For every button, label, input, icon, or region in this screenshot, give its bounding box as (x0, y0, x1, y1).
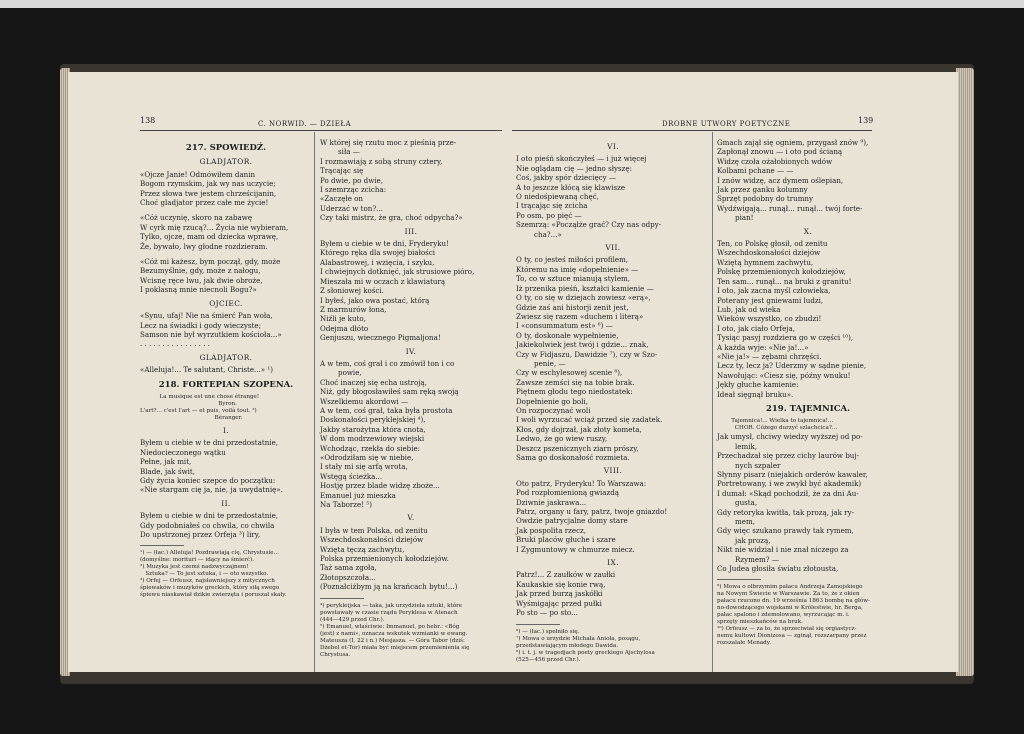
header-rule (140, 130, 502, 131)
footnote-text: Tajemnica!... Wielka to tajemnica!... CHOR. Cóżego durzyć szlachcica?... (731, 418, 838, 432)
footnote-separator (717, 579, 761, 580)
section-heading: IX. (607, 558, 619, 568)
stanza: . . . . . . . . . . . . . . . . (140, 339, 210, 349)
right-page (512, 72, 958, 672)
stanza: «Ojcze Janie! Odmówiłem danin Bogom rzymskim, jak wy nas uczycie; Przez słowa twe jestem chrześcijanin, Choć gladjator przez całe me życie! (140, 169, 277, 208)
section-heading: II. (221, 498, 231, 508)
section-heading: GLADJATOR. (199, 352, 253, 362)
right-page-column-2 (717, 138, 899, 647)
section-heading: V. (407, 513, 415, 523)
left-page (68, 72, 513, 672)
column-divider (314, 132, 315, 672)
stanza: Patrz!... Z zaułków w zaułki Kaukaskie się konie rwą, Jak przed burzą jaskółki Wyśmigając przed pułki Po sto — po sto... (516, 570, 616, 618)
footnote-text: ⁹) Mowa o olbrzymim pałacu Andrzeja Zamojskiego na Nowym Świecie w Warszawie. Za to, że z okien pałacu rzucono dn. 19 września 1863 bombę na głów- no-dowodzącego wojskami w Królestwie, hr. Berga, pałac spalono i zdemolowano, wyrzucając m. i. sprzęty mieszkańców na bruk. ¹⁰) Orfeusz — za to, że sprzeciwiał się orgiastycz- nemu kultowi Dionizosa — zginął, rozszarpany przez rozszalałe Menady. (717, 584, 870, 647)
section-heading: OJCIEC. (209, 298, 243, 308)
section-heading: VI. (607, 142, 619, 151)
footnote-text: ¹) — (łac.) Alleluja! Pozdrawiają cię, Chrystusie... (domyślne: morituri — idący na śmierć). ²) Muzyka jest czemś nadzwyczajnem! Sztuka? — To jest sztuka, i — oto wszystko. ³) Orfej — Orfeusz, najsławniejszy z mitycznych śpiewaków i muzyków greckich, który siłą swego śpiewu niaskawiał dzikie zwierzęta i poruszał skały. (140, 550, 287, 599)
stanza: Jak umysł, chciwy wiedzy wyższej od po- lemik, Przechadzał się przez cichy laurów buj- nych szpaler Słynny pisarz (niejakich orderów kawaler, Portretowany, i we zwykł być akademik) I dumał: «Skąd pochodził, że za dni Au- gusta, Gdy retoryka kwitła, tak prozą, jak ry- mem, Gdy więc szukano prawdy tak rymem, jak prozą, Nikt nie widział i nie znał niczego za Rzymem? — Co Judea głosiła światu złotousta, (717, 432, 868, 574)
footnote-text: La musique est une chose étrange! Byron. L'art?... c'est l'art — et puis, voilà tout. ²) Béranger. (140, 393, 260, 421)
right-page-column-1 (516, 138, 710, 664)
section-heading: I. (222, 425, 230, 435)
stanza: Byłem u ciebie w dni te przedostatnie, Gdy podobniałeś co chwila, co chwila Do upstrzonej przez Orfeja ³) liry, (140, 511, 279, 539)
page-number: 139 (858, 116, 874, 125)
stanza: W której się rzutu moc z pieśnią prze- siła — I rozmawiają z sobą struny cztery, Trącając się Po dwie, po dwie, I szemrząc zcicha: «Zaczęłe on Uderzać w ton?... Czy taki mistrz, że gra, choć odpycha?» (320, 138, 463, 223)
stanza: O ty, co jesteś miłości profilem, Któremu na imię «dopełnienie» — To, co w sztuce mianują stylem, Iż przenika pieśń, kształci kamienie — O ty, co się w dziejach zowiesz «erą», Gdzie zaś ani historji zenit jest, Zwiesz się razem «duchem i literą» I «consummatum est» ⁶) — O ty, doskonałe wypełnienie, Jakiekolwiek jest twój i gdzie... znak, Czy w Fidjaszu, Dawidzie ⁷), czy w Szo- penie, — Czy w eschylesowej scenie ⁸), Zawsze zemści się na tobie brak. Piętnem głodu tego niedostatek: Dopełnienie go boli, On rozpoczynać woli I woli wyrzucać wciąż przed się zadatek. Kłos, gdy dojrzał, jak złoty kometa, Ledwo, że go wiew ruszy, Deszcz pszenicznych ziarn prószy, Sama go doskonałość rozmieta. (516, 255, 663, 462)
running-header: DROBNE UTWORY POETYCZNE (662, 120, 791, 128)
poem-title: 218. FORTEPIAN SZOPENA. (158, 379, 294, 390)
footnote-separator (140, 545, 184, 546)
section-heading: III. (404, 226, 418, 236)
section-heading: GLADJATOR. (199, 157, 253, 167)
stanza: Ten, co Polskę głosił, od zenitu Wszechdoskonałości dziejów Wziętą hymnem zachwytu, Polskę przemienionych kołodziejów, Ten sam... runął... na bruki z granitu! I oto, jak zacna myśl człowieka, Poterany jest gniewami ludzi, Lub, jak od wieka Wieków wszystko, co zbudzi! I oto, jak ciało Orfeja, Tysiąc pasyj rozdziera go w części ¹⁰), A każda wyje: «Nie ja!...» «Nie ja!» — zębami chrzęści. Lecz ty, lecz ja? Uderzmy w sądne pienie, Nawołując: «Ciesz się, późny wnuku! Jękły głuche kamienie: Ideał sięgnął bruku». (717, 239, 867, 399)
stanza: «Cóż uczynię, skoro na zabawę W cyrk mię rzucą?... Życia nie wybieram, Tylko, ojcze, mam od dziecka wprawę, Że, bywało, lwy głodne rozdzieram. (140, 213, 289, 251)
stanza: «Synu, ufaj! Nie na śmierć Pan woła, Lecz na świadki i gody wieczyste; Samson nie był wyrzutkiem kościoła...» (140, 311, 282, 339)
stanza: Gmach zajął się ogniem, przygasł znów ⁹), Zapłonął znowu — i oto pod ścianą Widzę czoła ożałobionych wdów Kolbami pchane — — I znów widzę, acz dymem oślepian, Jak przez ganku kolumny Sprzęt podobny do trumny Wydźwigają... runął... runął... twój forte- pian! (717, 138, 869, 223)
poem-title: 219. TAJEMNICA. (765, 403, 851, 414)
page-number: 138 (140, 116, 156, 125)
running-header: C. NORWID. — DZIEŁA (258, 120, 352, 128)
section-heading: VIII. (603, 466, 623, 476)
stanza: I była w tem Polska, od zenitu Wszechdoskonałości dziejów Wzięta tęczą zachwytu, Polska przemienionych kołodziejów. Taż sama zgoła, Złotopszczoła... (Poznałciżbym ją na krańcach bytu!...) (320, 525, 458, 592)
left-page-column-1 (140, 138, 312, 599)
section-heading: VII. (605, 243, 621, 253)
stanza: «Cóż mi każesz, bym począł, gdy, może Bezumyślnie, gdy, może z nałogu, Wcisnę ręce lwu, jak dwie obroże, I poklasną mnie niecnoli Bogu?» (140, 257, 281, 295)
left-page-column-2 (320, 138, 502, 659)
stanza: Byłem u ciebie w te dni, Fryderyku! Którego ręka dla swojej białości Alabastrowej, i wzięcia, i szyku, I chwiejnych dotknięć, jak strusiowe pióro, Mieszała mi w oczach z klawiaturą Z słoniowej kości. I byłeś, jako owa postać, którą Z marmurów łona, Niźli je kuto, Odejma dłóto Genjuszu, wiecznego Pigmaljona! (320, 239, 475, 343)
stanza: Oto patrz, Fryderyku! To Warszawa: Pod rozpłomienioną gwiazdą Dziwnie jaskrawa... Patrz, organy u fary, patrz, twoje gniazdo! Owdzie patrycjalne domy stare Jak pospolita rzecz, Bruki placów głuche i szare I Zygmuntowy w chmurze miecz. (516, 478, 668, 554)
header-rule (512, 130, 872, 131)
stanza: «Alleluja!... Te salutant, Christe...» ¹) (140, 365, 274, 375)
poem-title: 217. SPOWIEDŹ. (185, 143, 267, 153)
footnote-separator (320, 598, 364, 599)
stanza: A w tem, coś grał i co zmówił ton i co powie, Choć inaczej się echa ustroją, Niż, gdy błogosławiłeś sam ręką swoją Wszelkiemu akordowi — A w tem, coś grał, taka była prostota Doskonałości peryklejskiej ⁴), Jakby starożytna która cnota, W dom modrzewiowy wiejski Wchodząc, rzekła do siebie: «Odrodziłam się w niebie, I stały mi się arfą wrota, Wstęgą ścieżka... Hostję przez blade widzę zboże... Emanuel już mieszka Na Taborze! ⁵) (320, 358, 459, 510)
stanza: I oto pieśń skończyłeś — i już więcej Nie oglądam cię — jedno słyszę: Coś, jakby spór dziecięcy — A to jeszcze kłócą się klawisze O niedośpiewaną chęć, I trącając się zcicha Po osm, po pięć — Szemrzą: «Począłże grać? Czy nas odpy- cha?...» (516, 154, 662, 239)
footnote-separator (516, 624, 560, 625)
footnote-text: ⁶) — (łac.) spełniło się. ⁷) Mowa o urzydzie Michała Anioła, posągu, przedstawiającym młodego Dawida. ⁸) i. t. j. w tragedjach poety greckiego Ajschylosa (525—456 przed Chr.). (516, 628, 655, 663)
open-book (60, 46, 974, 682)
footnote-text: ⁴) perykleijska — taka, jak urzydzieła sztuki, które powstawały w czasie rządu Peryklesa w Atenach (444—429 przed Chr.). ⁵) Emanuel, właściwie: Immanuel, po hebr.: «Bóg (jest) z nami», oznacza wskutek wzmianki w ewang. Mateusza (I, 22 i n.) Mesjasza. — Góra Tabor (dziś: Dżebel et-Tor) miała być miejscem przemienienia się Chrystusa. (320, 602, 470, 658)
section-heading: IV. (405, 346, 417, 356)
section-heading: X. (803, 226, 813, 236)
column-divider (712, 132, 713, 672)
top-band (0, 0, 1024, 8)
right-page-edges (956, 68, 974, 676)
stanza: Byłem u ciebie w te dni przedostatnie, Niedocieczonego wątku Pełne, jak mit, Blade, jak świt, Gdy życia koniec szepce do początku: «Nie stargam cię ja, nie, ja uwydatnię». (140, 438, 283, 495)
